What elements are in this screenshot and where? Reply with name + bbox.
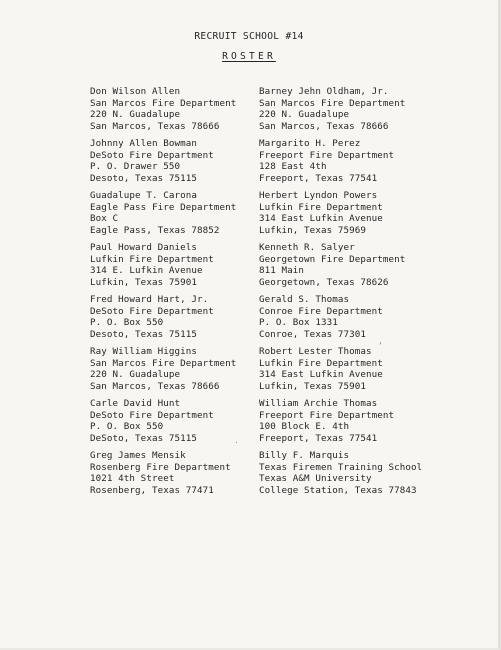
recruit-department: Rosenberg Fire Department [90, 461, 231, 473]
recruit-city: Lufkin, Texas 75901 [259, 380, 366, 392]
roster-column-right [259, 86, 459, 502]
recruit-city: Georgetown, Texas 78626 [259, 276, 389, 288]
recruit-name: Paul Howard Daniels [90, 242, 197, 253]
recruit-name: Margarito H. Perez [259, 138, 361, 149]
recruit-city: Desoto, Texas 75115 [90, 172, 197, 184]
recruit-city: Eagle Pass, Texas 78852 [90, 224, 220, 236]
recruit-city: San Marcos, Texas 78666 [90, 120, 220, 132]
recruit-city: Lufkin, Texas 75969 [259, 224, 366, 236]
recruit-address: 811 Main [259, 265, 305, 277]
recruit-address: P. O. Box 550 [90, 421, 164, 433]
recruit-address: 314 East Lufkin Avenue [259, 213, 383, 225]
roster-column-left [90, 86, 245, 502]
recruit-department: Lufkin Fire Department [90, 253, 214, 265]
recruit-name: William Archie Thomas [259, 398, 378, 409]
recruit-name: Carle David Hunt [90, 398, 181, 409]
roster-entry [90, 138, 245, 190]
recruit-department: Lufkin Fire Department [259, 201, 383, 213]
recruit-address: 314 E. Lufkin Avenue [90, 265, 203, 277]
recruit-department: San Marcos Fire Department [259, 97, 406, 109]
recruit-address: P. O. Box 1331 [259, 317, 338, 329]
recruit-department: San Marcos Fire Department [90, 97, 237, 109]
roster-entry [259, 190, 459, 242]
recruit-city: Lufkin, Texas 75901 [90, 276, 197, 288]
recruit-department: DeSoto Fire Department [90, 149, 214, 161]
roster-entry [259, 346, 459, 398]
recruit-city: Freeport, Texas 77541 [259, 172, 378, 184]
recruit-department: Texas Firemen Training School [259, 461, 423, 473]
recruit-department: San Marcos Fire Department [90, 357, 237, 369]
recruit-department: Georgetown Fire Department [259, 253, 406, 265]
recruit-department: DeSoto Fire Department [90, 305, 214, 317]
document-title: RECRUIT SCHOOL #14 [194, 31, 304, 42]
recruit-name: Johnny Allen Bowman [90, 138, 197, 149]
recruit-city: San Marcos, Texas 78666 [90, 380, 220, 392]
recruit-name: Fred Howard Hart, Jr. [90, 294, 209, 305]
recruit-address: 220 N. Guadalupe [259, 109, 350, 121]
roster-entry [259, 398, 459, 450]
recruit-address: Box C [90, 213, 119, 225]
recruit-address: 100 Block E. 4th [259, 421, 350, 433]
recruit-department: Freeport Fire Department [259, 409, 395, 421]
document-subtitle: ROSTER [222, 51, 276, 62]
recruit-name: Greg James Mensik [90, 450, 186, 461]
recruit-city: San Marcos, Texas 78666 [259, 120, 389, 132]
recruit-name: Ray William Higgins [90, 346, 197, 357]
roster-entry [90, 190, 245, 242]
recruit-department: Eagle Pass Fire Department [90, 201, 237, 213]
roster-entry [90, 346, 245, 398]
recruit-name: Barney Jehn Oldham, Jr. [259, 86, 389, 97]
stray-pen-mark: ‘ [378, 341, 383, 350]
recruit-address: Texas A&M University [259, 473, 372, 485]
recruit-department: Conroe Fire Department [259, 305, 383, 317]
recruit-city: Rosenberg, Texas 77471 [90, 484, 214, 496]
recruit-address: 220 N. Guadalupe [90, 109, 181, 121]
recruit-department: Lufkin Fire Department [259, 357, 383, 369]
recruit-city: Conroe, Texas 77301 [259, 328, 366, 340]
recruit-city: Desoto, Texas 75115 [90, 328, 197, 340]
roster-entry [259, 450, 459, 502]
recruit-name: Herbert Lyndon Powers [259, 190, 378, 201]
recruit-name: Gerald S. Thomas [259, 294, 350, 305]
recruit-address: P. O. Drawer 550 [90, 161, 181, 173]
roster-entry [259, 294, 459, 346]
roster-entry [90, 242, 245, 294]
recruit-address: 220 N. Guadalupe [90, 369, 181, 381]
stray-pen-mark: · [234, 438, 239, 447]
recruit-city: DeSoto, Texas 75115 [90, 432, 197, 444]
recruit-name: Don Wilson Allen [90, 86, 181, 97]
recruit-name: Robert Lester Thomas [259, 346, 372, 357]
roster-entry [259, 242, 459, 294]
recruit-department: Freeport Fire Department [259, 149, 395, 161]
roster-entry [90, 294, 245, 346]
recruit-name: Billy F. Marquis [259, 450, 350, 461]
roster-entry [259, 138, 459, 190]
recruit-address: P. O. Box 550 [90, 317, 164, 329]
recruit-name: Guadalupe T. Carona [90, 190, 197, 201]
recruit-address: 314 East Lufkin Avenue [259, 369, 383, 381]
recruit-city: College Station, Texas 77843 [259, 484, 417, 496]
recruit-city: Freeport, Texas 77541 [259, 432, 378, 444]
recruit-name: Kenneth R. Salyer [259, 242, 355, 253]
roster-entry [90, 398, 245, 450]
recruit-department: DeSoto Fire Department [90, 409, 214, 421]
recruit-address: 128 East 4th [259, 161, 327, 173]
roster-entry [90, 86, 245, 138]
recruit-address: 1021 4th Street [90, 473, 175, 485]
roster-entry [259, 86, 459, 138]
roster-entry [90, 450, 245, 502]
